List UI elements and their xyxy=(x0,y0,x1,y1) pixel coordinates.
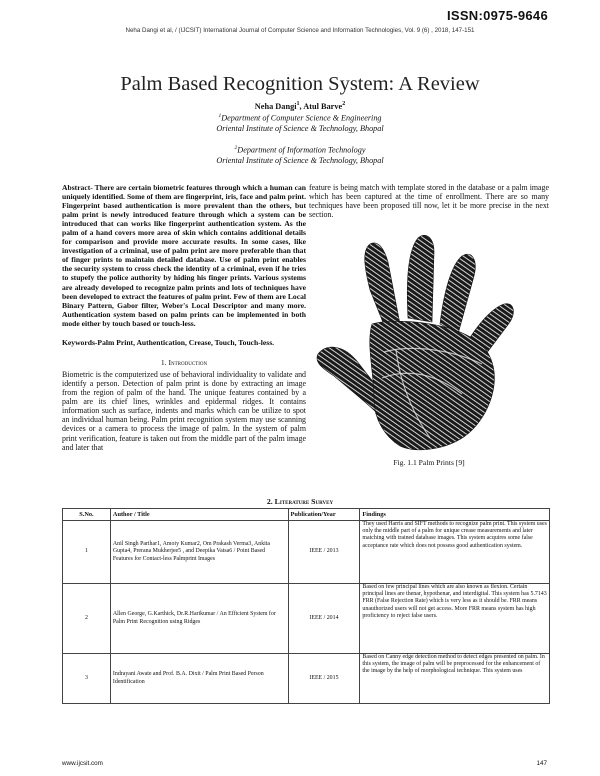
table-header-row xyxy=(63,509,550,521)
section-title: Literature Survey xyxy=(274,497,334,506)
paper-title: Palm Based Recognition System: A Review xyxy=(120,73,480,95)
column-header: Author / Title xyxy=(110,509,288,521)
author-name: Neha Dangi xyxy=(254,101,297,111)
author-name: Atul Barve xyxy=(303,101,343,111)
column-header: Publication/Year xyxy=(288,509,360,521)
aff-department: Department of Computer Science & Engineering xyxy=(221,113,382,123)
palm-print-image xyxy=(312,232,540,454)
cell-sno: 1 xyxy=(63,521,111,584)
author-line xyxy=(0,101,600,111)
aff-department: Department of Information Technology xyxy=(237,145,366,155)
cell-publication: IEEE / 2014 xyxy=(288,584,360,654)
author-separator: , xyxy=(299,101,304,111)
left-column xyxy=(62,183,306,452)
cell-publication: IEEE / 2015 xyxy=(288,654,360,704)
cell-findings: Based on few principal lines which are also known as flexion. Certain principal lines are thenar, hypothenar, and interdigital. This system has 5.7143 FRR (False Rejection Rate) which is very less as it should be. FRR means unauthorized users will not get access. More FRR means system has high proficiency to reject false users. xyxy=(360,584,550,654)
cell-findings: Based on Canny edge detection method to detect edges presented on palm. In this system, the image of palm will be preprocessed for the enhancement of the image by the help of morphological technique. This system uses xyxy=(360,654,550,704)
author-sup: 2 xyxy=(342,101,346,107)
section-heading-literature-survey xyxy=(0,497,600,506)
affiliation-2 xyxy=(0,143,600,167)
keywords: Keywords-Palm Print, Authentication, Crease, Touch, Touch-less. xyxy=(62,337,275,347)
literature-survey-table xyxy=(62,508,550,704)
aff-institute: Oriental Institute of Science & Technology, Bhopal xyxy=(216,124,384,134)
table-row xyxy=(63,654,550,704)
page-number: 147 xyxy=(536,760,547,767)
section-number: 2. xyxy=(266,497,273,506)
author-sup: 1 xyxy=(296,101,300,107)
cell-author-title: Indrayani Awate and Prof. B.A. Dixit / Palm Print Based Person Identification xyxy=(110,654,288,704)
column-header: S.No. xyxy=(63,509,111,521)
introduction-continued: feature is being match with template stored in the database or a palm image which has been captured at the time of enrollment. There are so many techniques have been proposed till now, let it be more precise in the next section. xyxy=(309,183,549,220)
running-head: Neha Dangi et al, / (IJCSIT) International Journal of Computer Science and Information Technologies, Vol. 9 (6) , 2018, 147-151 xyxy=(125,27,475,34)
footer-website: www.ijcsit.com xyxy=(62,760,103,767)
introduction-text: Biometric is the computerized use of behavioral individuality to validate and identify a person. Detection of palm print is done by extracting an image from the region of palm of the hand. The unique features contained by a palm are its chief lines, wrinkles and epidermal ridges. It contains information such as surface, indents and marks which can be utilize to spot an individual human being. Palm print recognition system may use scanning devices or a camera to process the image of palm. In the system of palm print verification, feature is taken out from the middle part of the palm image and later that xyxy=(62,369,306,452)
figure-caption: Fig. 1.1 Palm Prints [9] xyxy=(393,458,465,467)
column-header: Findings xyxy=(360,509,550,521)
cell-sno: 3 xyxy=(63,654,111,704)
right-column xyxy=(309,183,549,219)
cell-sno: 2 xyxy=(63,584,111,654)
section-number: 1. xyxy=(160,357,167,367)
cell-author-title: Allen George, G.Karthick, Dr.R.Harikumar / An Efficient System for Palm Print Recognition using Ridges xyxy=(110,584,288,654)
cell-publication: IEEE / 2013 xyxy=(288,521,360,584)
affiliation-1 xyxy=(0,111,600,135)
table-row xyxy=(63,584,550,654)
aff-sup: 1 xyxy=(218,113,222,119)
aff-institute: Oriental Institute of Science & Technology, Bhopal xyxy=(216,156,384,166)
aff-sup: 2 xyxy=(234,145,238,151)
table-row xyxy=(63,521,550,584)
section-heading-introduction xyxy=(62,358,306,367)
issn-label: ISSN:0975-9646 xyxy=(446,8,548,23)
cell-findings: They used Harris and SIFT methods to recognize palm print. This system uses only the middle part of a palm for unique crease measurements and later matching with trained database images. This system acquires some false acceptance rate which does not possess good authentication system. xyxy=(360,521,550,584)
section-title: Introduction xyxy=(168,357,208,367)
abstract: Abstract- There are certain biometric features through which a human can uniquely identified. Some of them are fingerprint, iris, face and palm print. Fingerprint based authentication is more prevalent than the others, but palm print is newly introduced feature through which a system can be introduced that can works like fingerprint authentication system. As the palm of a hand covers more area of skin which contains additional details for comparison and provide more accurate results. In some cases, like investigation of a criminal, use of palm print are more preferable than that of finger prints to maintain detailed database. Use of palm print enables the security system to cross check the identity of a criminal, even if he tries to stupefy the police authority by hiding his finger prints. Various systems are already developed to recognize palm prints and lots of techniques have been developed to extract the features of palm print. Few of them are Local Binary Pattern, Gabor filter, Weber's Local Descriptor and many more. Authentication system based on palm prints can be implemented in both mode either by touch based or touch-less. xyxy=(62,183,306,328)
cell-author-title: Anil Singh Parihar1, Amoiy Kumar2, Om Prakash Verma3, Ankita Gupta4, Prerana Mukherjee5 , and Deepika Vatsa6 / Point Based Features for Contact-less Palmprint Images xyxy=(110,521,288,584)
